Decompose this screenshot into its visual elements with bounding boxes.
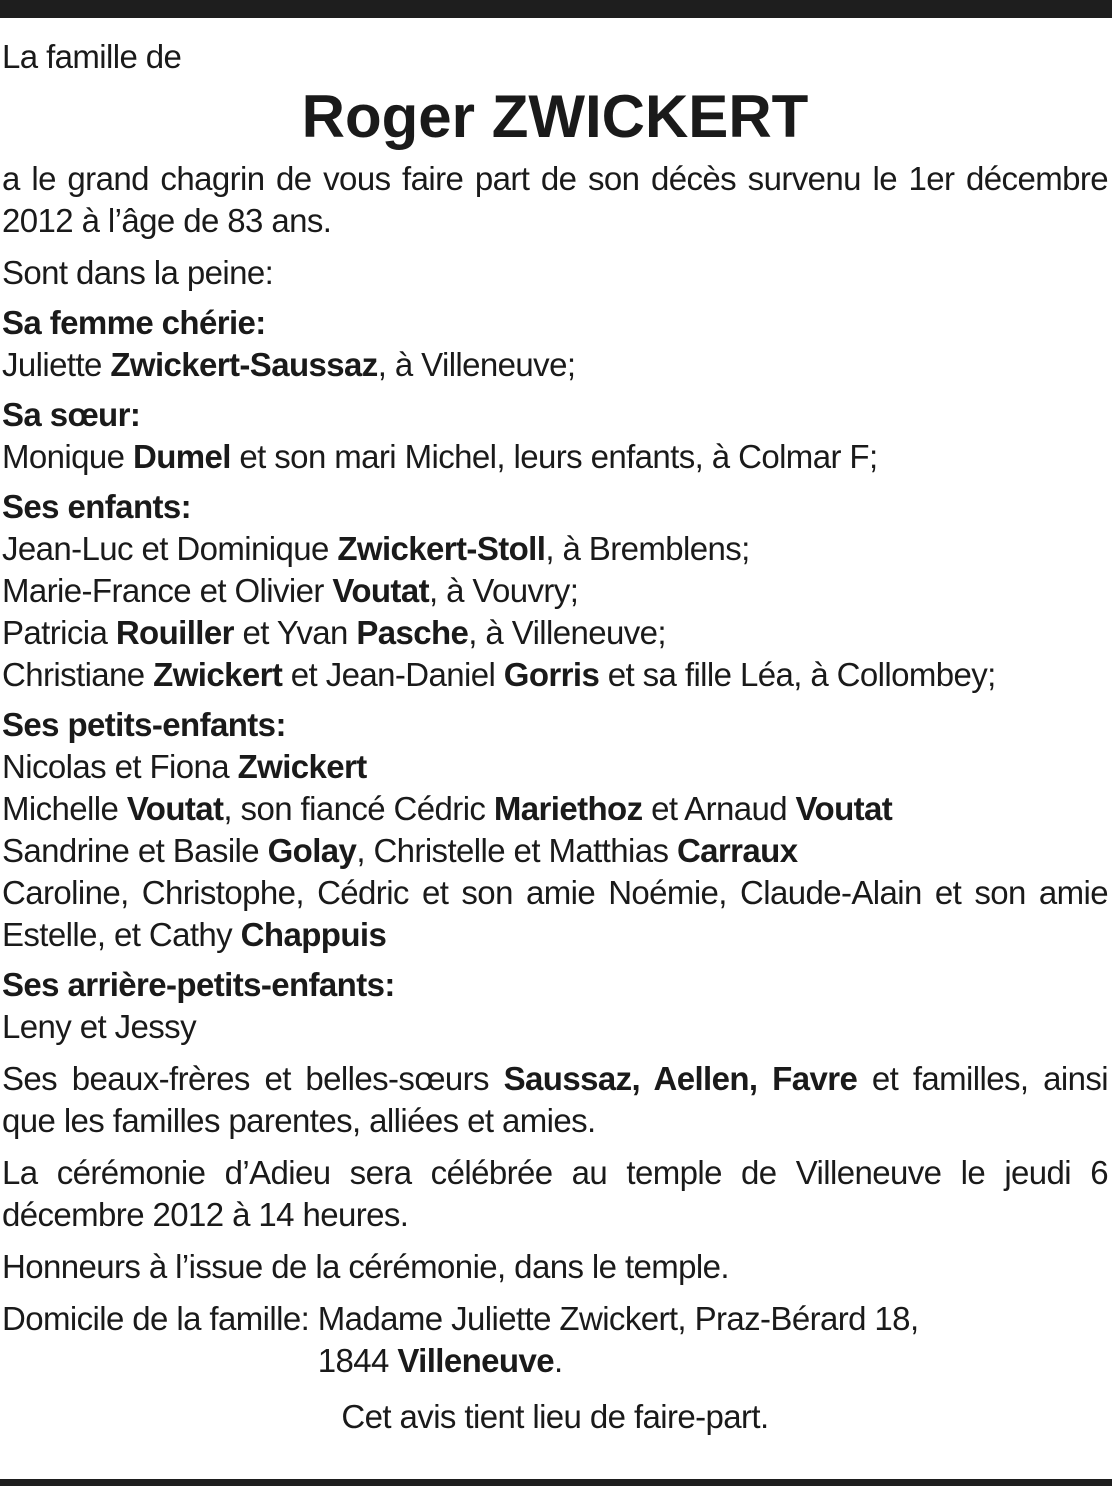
family-domicile: [2, 1298, 1108, 1382]
top-rule: [0, 0, 1112, 18]
wife-heading: Sa femme chérie:: [2, 304, 266, 341]
domicile-address-line-1: Madame Juliette Zwickert, Praz-Bérard 18,: [317, 1300, 919, 1337]
in-laws-text: Ses beaux-frères et belles-sœurs Saussaz, Aellen, Favre et familles, ainsi que les familles parentes, alliées et amies.: [2, 1060, 1109, 1139]
announcement-text: a le grand chagrin de vous faire part de son décès survenu le 1er décembre 2012 à l’âge de 83 ans.: [2, 160, 1108, 239]
closing-text: Cet avis tient lieu de faire-part.: [341, 1398, 769, 1435]
grandchildren-line-1: Nicolas et Fiona Zwickert: [2, 748, 367, 785]
great-grandchildren-line: Leny et Jessy: [2, 1008, 196, 1045]
sister-line: Monique Dumel et son mari Michel, leurs enfants, à Colmar F;: [2, 438, 878, 475]
children-line-4: Christiane Zwickert et Jean-Daniel Gorris et sa fille Léa, à Collombey;: [2, 656, 996, 693]
wife-line: Juliette Zwickert-Saussaz, à Villeneuve;: [2, 346, 576, 383]
sister-heading: Sa sœur:: [2, 396, 141, 433]
bottom-rule: [0, 1479, 1112, 1486]
grandchildren-line-2: Michelle Voutat, son fiancé Cédric Mariethoz et Arnaud Voutat: [2, 790, 893, 827]
grandchildren-heading: Ses petits-enfants:: [2, 706, 286, 743]
grandchildren-line-4: Caroline, Christophe, Cédric et son amie Noémie, Claude-Alain et son amie Estelle, et Cathy Chappuis: [2, 874, 1108, 953]
children-heading: Ses enfants:: [2, 488, 192, 525]
honours-text: Honneurs à l’issue de la cérémonie, dans le temple.: [2, 1248, 729, 1285]
great-grandchildren-heading: Ses arrière-petits-enfants:: [2, 966, 395, 1003]
children-line-1: Jean-Luc et Dominique Zwickert-Stoll, à Bremblens;: [2, 530, 750, 567]
children-line-2: Marie-France et Olivier Voutat, à Vouvry;: [2, 572, 579, 609]
grandchildren-line-3: Sandrine et Basile Golay, Christelle et Matthias Carraux: [2, 832, 798, 869]
deceased-name: Roger ZWICKERT: [301, 83, 809, 150]
domicile-address: [318, 1298, 919, 1382]
intro-text: La famille de: [2, 38, 182, 75]
children-line-3: Patricia Rouiller et Yvan Pasche, à Villeneuve;: [2, 614, 666, 651]
domicile-label: Domicile de la famille:: [2, 1300, 318, 1337]
domicile-address-line-2: 1844 Villeneuve.: [317, 1342, 563, 1379]
ceremony-text: La cérémonie d’Adieu sera célébrée au temple de Villeneuve le jeudi 6 décembre 2012 à 14 heures.: [2, 1154, 1108, 1233]
obituary-notice: [2, 36, 1108, 1438]
mourners-intro: Sont dans la peine:: [2, 254, 274, 291]
